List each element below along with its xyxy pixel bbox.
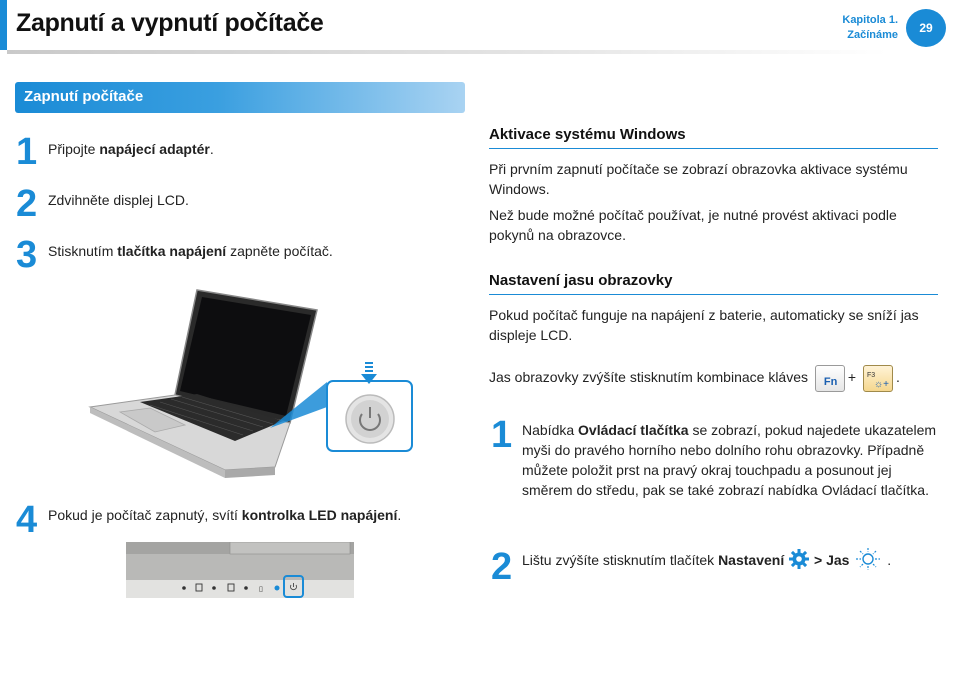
f3-brightness-key-icon (863, 365, 893, 392)
brightness-shortcut (489, 365, 949, 392)
chapter-name: Začínáme (847, 29, 898, 41)
step-text-bold: kontrolka LED napájení (241, 507, 398, 523)
fn-key-label: Fn (823, 376, 838, 388)
step-text (48, 139, 214, 159)
step-number: 2 (16, 183, 37, 225)
fn-key-icon (815, 365, 845, 392)
step-text-plain: Stisknutím (48, 243, 118, 259)
step-text-plain: Připojte (48, 141, 100, 157)
shortcut-text: Jas obrazovky zvýšíte stisknutím kombinace kláves (489, 369, 809, 386)
step-text-plain: Lištu zvýšíte stisknutím tlačítek (522, 552, 719, 569)
step-number: 3 (16, 234, 37, 276)
brightness-icon: ☼+ (873, 379, 889, 390)
step-text-plain: Pokud je počítač zapnutý, svítí (48, 507, 242, 523)
shortcut-text-end: . (895, 369, 900, 386)
heading-rule (489, 294, 938, 295)
chapter-number: Kapitola 1. (842, 14, 898, 26)
page-header (0, 0, 954, 54)
laptop-drawing (85, 285, 420, 480)
plus-sign: + (847, 369, 857, 386)
step-text-bold: tlačítka napájení (117, 243, 227, 259)
header-divider (7, 50, 887, 54)
section-title: Zapnutí počítače (24, 88, 144, 105)
step-text (522, 546, 942, 577)
step-text-plain: se zobrazí, pokud najedete ukazatelem myši do pravého horního nebo dolního rohu obrazovky. Případně můžete položit prst na pravý okraj touchpadu a posunout jej směrem do středu, pak se také zobrazí nabídka Ovládací tlačítka. (522, 422, 937, 498)
led-strip-drawing (126, 542, 356, 600)
header-accent-bar (0, 0, 7, 50)
f3-key-label: F3 (866, 372, 876, 379)
step-number: 2 (491, 546, 512, 588)
step-text-plain: . (397, 507, 402, 523)
step-text (48, 241, 333, 261)
laptop-illustration (85, 285, 420, 480)
step-text-bold: Ovládací tlačítka (578, 422, 689, 438)
step-text-plain: . (887, 552, 892, 569)
step-number: 1 (16, 131, 37, 173)
gear-icon (788, 548, 810, 575)
step-text (522, 420, 942, 500)
svg-text:▯: ▯ (259, 585, 263, 593)
step-text (48, 190, 189, 210)
step-text (48, 505, 401, 525)
activation-paragraph: Než bude možné počítač používat, je nutné provést aktivaci podle pokynů na obrazovce. (489, 207, 897, 243)
led-indicator-illustration (126, 542, 356, 600)
brightness-paragraph: Pokud počítač funguje na napájení z baterie, automaticky se sníží jas displeje LCD. (489, 307, 919, 343)
section-banner (15, 82, 465, 113)
step-number: 4 (16, 499, 37, 541)
chapter-label (842, 13, 898, 43)
step-text-plain: Nabídka (522, 422, 579, 438)
step-text-bold: > Jas (814, 552, 850, 569)
step-text-plain: zapněte počítač. (226, 243, 333, 259)
step-text-bold: Nastavení (718, 552, 785, 569)
page-number-badge: 29 (906, 9, 946, 47)
step-text-bold: napájecí adaptér (99, 141, 210, 157)
activation-heading: Aktivace systému Windows (489, 126, 686, 143)
step-text-plain: Zdvihněte displej LCD. (48, 192, 189, 208)
brightness-icon (853, 546, 883, 577)
brightness-heading: Nastavení jasu obrazovky (489, 272, 673, 289)
activation-paragraph: Při prvním zapnutí počítače se zobrazí obrazovka aktivace systému Windows. (489, 161, 908, 197)
step-number: 1 (491, 414, 512, 456)
page-title: Zapnutí a vypnutí počítače (16, 9, 324, 37)
step-text-plain: . (209, 141, 214, 157)
heading-rule (489, 148, 938, 149)
